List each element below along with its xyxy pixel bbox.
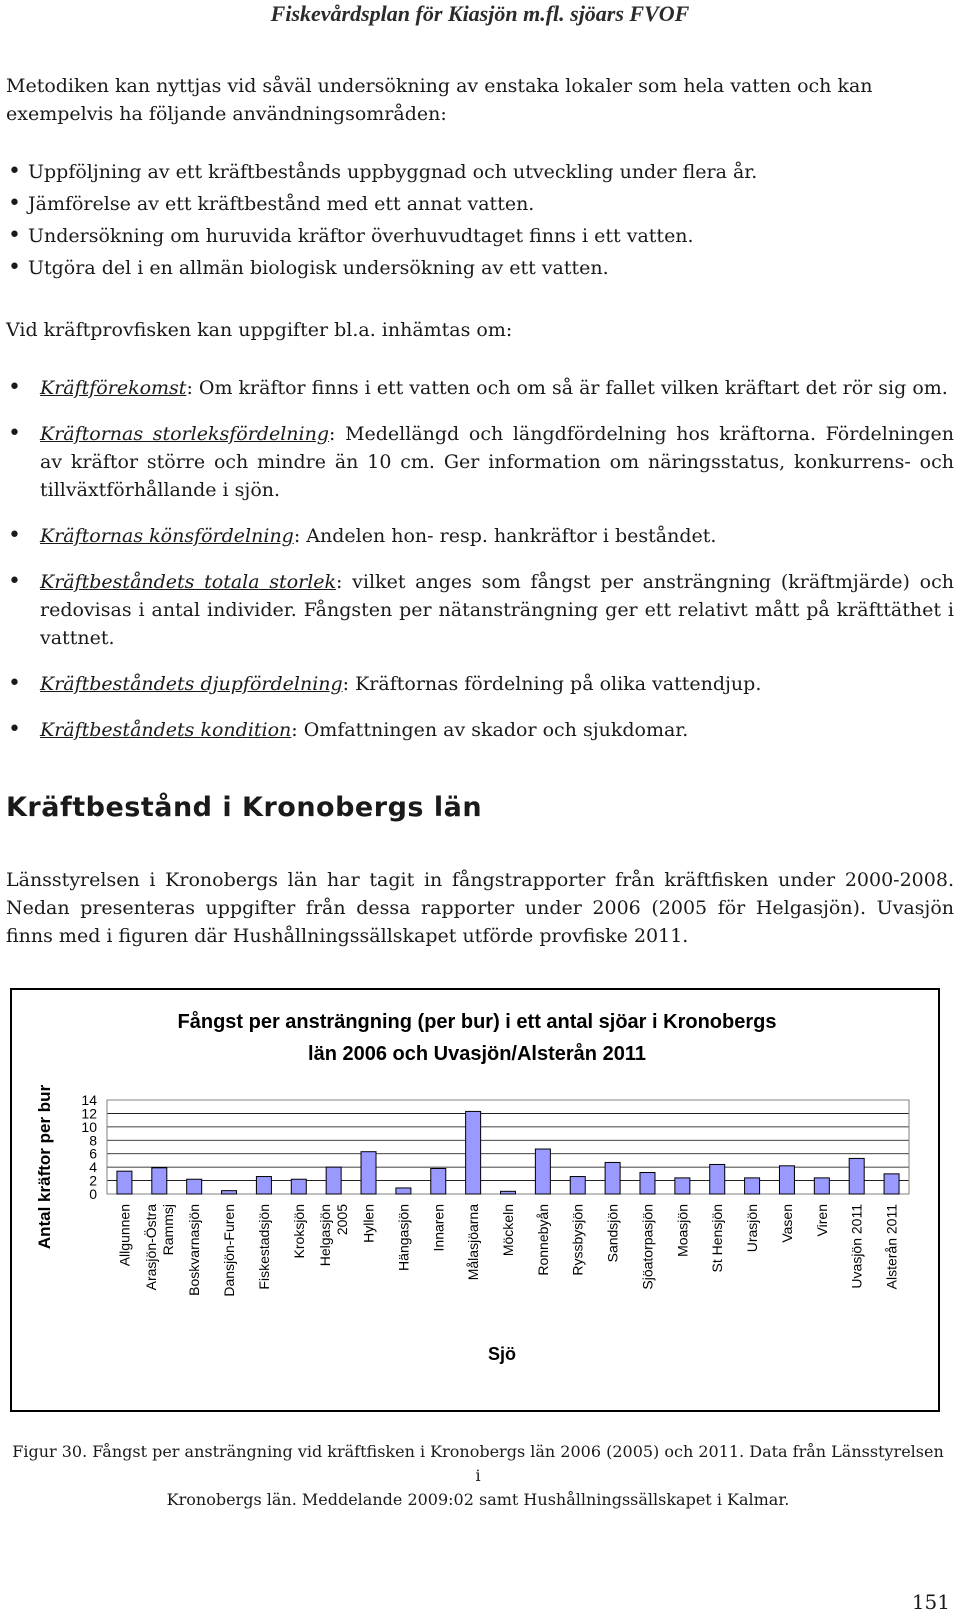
info-term: Kräftbeståndets totala storlek xyxy=(40,571,337,593)
info-text: vilket anges som fångst per ansträngning (kräftmjärde) och redovisas i antal individer. Fångsten per nätansträngning ger ett relativt mått på kräfttäthet i vattnet. xyxy=(40,571,954,649)
x-tick-label: St Hensjön xyxy=(709,1204,726,1273)
x-tick-label: Ryssbysjön xyxy=(569,1204,586,1276)
info-text: Omfattningen av skador och sjukdomar. xyxy=(297,719,689,741)
bar xyxy=(222,1191,237,1194)
x-tick-label: Alsterån 2011 xyxy=(883,1204,900,1290)
y-tick-label: 12 xyxy=(81,1105,97,1122)
bar xyxy=(710,1164,725,1194)
y-tick-label: 0 xyxy=(89,1186,97,1202)
info-list xyxy=(6,374,954,744)
y-tick-label: 6 xyxy=(89,1145,97,1162)
bar xyxy=(396,1188,411,1194)
x-tick-label: Målasjöarna xyxy=(465,1204,482,1281)
info-term: Kräftornas storleksfördelning xyxy=(40,423,330,445)
x-tick-label: Moasjön xyxy=(674,1204,691,1257)
x-tick-label: Urasjön xyxy=(744,1204,761,1253)
bar xyxy=(291,1179,306,1194)
caption-line: Figur 30. Fångst per ansträngning vid kräftfisken i Kronobergs län 2006 (2005) och 2011. Data från Länsstyrelsen i xyxy=(12,1442,944,1485)
x-tick-label: Vasen xyxy=(778,1204,795,1243)
info-item xyxy=(6,670,954,698)
info-item xyxy=(6,374,954,402)
info-item xyxy=(6,420,954,504)
x-tick-label: 2005 xyxy=(334,1204,351,1236)
info-term: Kräftbeståndets kondition xyxy=(40,719,292,741)
x-tick-label: Boskvarnasjön xyxy=(186,1204,203,1296)
info-text: Kräftornas fördelning på olika vattendjup. xyxy=(349,673,762,695)
chart-title: Fångst per ansträngning (per bur) i ett antal sjöar i Kronobergs xyxy=(177,1011,777,1033)
info-sep: : xyxy=(329,423,336,445)
bar xyxy=(605,1162,620,1194)
x-axis-label: Sjö xyxy=(487,1344,517,1364)
bar xyxy=(849,1158,864,1194)
uses-item: • Undersökning om huruvida kräftor överhuvudtaget finns i ett vatten. xyxy=(6,222,954,250)
bar xyxy=(152,1168,167,1194)
x-tick-label: Allgunnen xyxy=(116,1204,133,1267)
x-tick-label: Helgasjön xyxy=(317,1204,334,1267)
section-paragraph: Länsstyrelsen i Kronobergs län har tagit in fångstrapporter från kräftfisken under 2000-2008. Nedan presenteras uppgifter från dessa rapporter under 2006 (2005 för Helgasjön). Uvasjön finns med i figuren där Hushållningssällskapet utförde provfiske 2011. xyxy=(6,869,954,947)
bar xyxy=(779,1166,794,1194)
bar xyxy=(535,1149,550,1194)
bar xyxy=(884,1174,899,1194)
uses-item: • Uppföljning av ett kräftbestånds uppbyggnad och utveckling under flera år. xyxy=(6,158,954,186)
info-term: Kräftornas könsfördelning xyxy=(40,525,294,547)
x-tick-label: Fiskestadsjön xyxy=(255,1204,272,1290)
bar xyxy=(361,1152,376,1194)
bar-chart xyxy=(12,990,938,1410)
info-sep: : xyxy=(336,571,343,593)
intro-paragraph: Metodiken kan nyttjas vid såväl undersökning av enstaka lokaler som hela vatten och kan exempelvis ha följande användningsområden: xyxy=(6,75,873,125)
page-header: Fiskevårdsplan för Kiasjön m.fl. sjöars FVOF xyxy=(270,1,690,26)
y-tick-label: 4 xyxy=(89,1159,97,1176)
info-sep: : xyxy=(186,377,193,399)
info-item xyxy=(6,522,954,550)
uses-item: • Jämförelse av ett kräftbestånd med ett annat vatten. xyxy=(6,190,954,218)
y-tick-label: 8 xyxy=(89,1132,97,1149)
info-term: Kräftbeståndets djupfördelning xyxy=(40,673,343,695)
bar xyxy=(187,1179,202,1194)
x-tick-label: Arasjön-Östra xyxy=(142,1204,159,1291)
y-tick-label: 14 xyxy=(81,1092,97,1108)
x-tick-label: Hängasjön xyxy=(395,1204,412,1271)
info-sep: : xyxy=(293,525,301,547)
info-item xyxy=(6,716,954,744)
info-text: Medellängd och längdfördelning hos kräftorna. Fördelningen av kräftor större och mindre än 10 cm. Ger information om näringsstatus, konkurrens- och tillväxtförhållande i sjön. xyxy=(40,423,955,501)
bar xyxy=(117,1171,132,1194)
chart-title: län 2006 och Uvasjön/Alsterån 2011 xyxy=(308,1043,646,1065)
x-tick-label: Dansjön-Furen xyxy=(221,1204,238,1297)
x-tick-label: Sandsjön xyxy=(604,1204,621,1263)
bar xyxy=(570,1177,585,1194)
y-axis-label: Antal kräftor per bur xyxy=(35,1084,54,1250)
section-heading: Kräftbestånd i Kronobergs län xyxy=(6,792,483,823)
bar xyxy=(326,1167,341,1194)
chart-frame xyxy=(10,988,940,1412)
x-tick-label: Hyllen xyxy=(360,1204,377,1243)
x-tick-label: Viren xyxy=(813,1204,830,1237)
bar xyxy=(466,1111,481,1194)
x-tick-label: Rammsj xyxy=(159,1204,176,1256)
info-text: Om kräftor finns i ett vatten och om så är fallet vilken kräftart det rör sig om. xyxy=(192,377,948,399)
uses-list xyxy=(6,158,954,282)
figure-caption xyxy=(10,1440,946,1512)
x-tick-label: Uvasjön 2011 xyxy=(848,1204,865,1289)
x-tick-label: Sjöatorpasjön xyxy=(639,1204,656,1290)
bar xyxy=(501,1191,516,1194)
info-text: Andelen hon- resp. hankräftor i beståndet. xyxy=(300,525,717,547)
bar xyxy=(431,1168,446,1194)
bar xyxy=(640,1173,655,1194)
uses-item: • Utgöra del i en allmän biologisk undersökning av ett vatten. xyxy=(6,254,954,282)
bar xyxy=(745,1178,760,1194)
x-tick-label: Kroksjön xyxy=(290,1204,307,1259)
caption-line: Kronobergs län. Meddelande 2009:02 samt Hushållningssällskapet i Kalmar. xyxy=(166,1490,790,1509)
info-sep: : xyxy=(291,719,298,741)
page-number: 151 xyxy=(911,1590,950,1614)
lead-paragraph: Vid kräftprovfisken kan uppgifter bl.a. inhämtas om: xyxy=(6,319,513,341)
x-tick-label: Ronnebyån xyxy=(534,1204,551,1276)
bar xyxy=(256,1177,271,1194)
x-tick-label: Möckeln xyxy=(500,1204,516,1257)
info-term: Kräftförekomst xyxy=(40,377,187,399)
info-item xyxy=(6,568,954,652)
x-tick-label: Innaren xyxy=(430,1204,447,1252)
bar xyxy=(814,1178,829,1194)
bar xyxy=(675,1178,690,1194)
y-tick-label: 10 xyxy=(81,1118,97,1135)
y-tick-label: 2 xyxy=(89,1172,97,1189)
info-sep: : xyxy=(342,673,350,695)
